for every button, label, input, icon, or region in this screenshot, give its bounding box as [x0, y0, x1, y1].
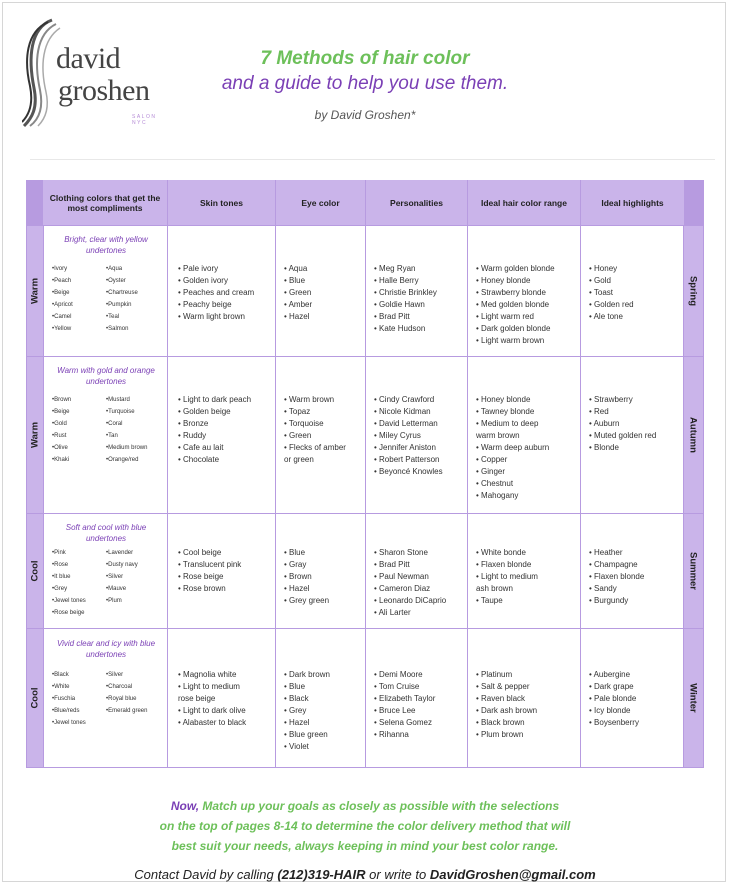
- list-item: • Turquoise: [106, 406, 147, 418]
- undertone-text: Warm with gold and orange undertones: [57, 366, 155, 386]
- list-item: • Black: [52, 669, 86, 681]
- list-item-continuation: warm brown: [476, 431, 520, 440]
- people-cell: [366, 226, 467, 356]
- list-item: • Fuschia: [52, 693, 86, 705]
- list-item: • David Letterman: [374, 418, 443, 430]
- list-item: • Aqua: [284, 263, 312, 275]
- list-item: • Light to dark olive: [178, 705, 246, 717]
- list-item: • Medium to deep: [476, 418, 549, 430]
- list-item: • Dusty navy: [106, 559, 138, 571]
- footer-line-1: [90, 797, 640, 815]
- logo-subtitle: SALON NYC: [132, 114, 157, 126]
- clothing-list-b: [106, 547, 138, 607]
- list-item: • Cool beige: [178, 547, 241, 559]
- list-item: • Beyoncé Knowles: [374, 466, 443, 478]
- list-item: • Light warm brown: [476, 335, 555, 347]
- list-item: • Honey: [589, 263, 634, 275]
- list-item: • Pale ivory: [178, 263, 254, 275]
- undertone-text: Bright, clear with yellow undertones: [64, 235, 148, 255]
- highlights-cell: [581, 226, 683, 356]
- list-item: • Dark brown: [284, 669, 330, 681]
- season-label: Autumn: [687, 417, 699, 453]
- list-item: • Brown: [284, 571, 329, 583]
- list-item: • Mustard: [106, 394, 147, 406]
- people-cell: [366, 629, 467, 767]
- list-item: • Heather: [589, 547, 644, 559]
- list-item: • Peaches and cream: [178, 287, 254, 299]
- list-item: • Rose brown: [178, 583, 241, 595]
- list-item: • Light to medium: [476, 571, 538, 583]
- eyes-cell: [276, 514, 365, 628]
- highlights-list: [589, 394, 656, 454]
- list-item: • Sharon Stone: [374, 547, 446, 559]
- list-item: • Oyster: [106, 275, 138, 287]
- list-item: • Warm deep auburn: [476, 442, 549, 454]
- page-subtitle: and a guide to help you use them.: [221, 73, 509, 94]
- list-item: • Golden ivory: [178, 275, 254, 287]
- eyes-list: [284, 669, 330, 753]
- list-item: • Violet: [284, 741, 330, 753]
- list-item: • Gold: [52, 418, 71, 430]
- list-item: • Icy blonde: [589, 705, 639, 717]
- separator: [30, 159, 715, 160]
- list-item: • Strawberry: [589, 394, 656, 406]
- list-item: • Blonde: [589, 442, 656, 454]
- list-item: • It blue: [52, 571, 86, 583]
- eyes-cell: [276, 357, 365, 513]
- eyes-cell: [276, 629, 365, 767]
- list-item: • Ruddy: [178, 430, 251, 442]
- color-guide-table: [26, 180, 704, 768]
- tone-label: Cool: [29, 560, 41, 582]
- list-item: • Rose beige: [52, 607, 86, 619]
- list-item: • Brad Pitt: [374, 311, 437, 323]
- highlights-cell: [581, 514, 683, 628]
- skin-cell: [168, 357, 275, 513]
- highlights-list: [589, 669, 639, 729]
- list-item: • Rose beige: [178, 571, 241, 583]
- list-item: • Grey: [52, 583, 86, 595]
- clothing-cell: [44, 514, 167, 628]
- list-item: • Nicole Kidman: [374, 406, 443, 418]
- list-item: • Royal blue: [106, 693, 147, 705]
- list-item: • Leonardo DiCaprio: [374, 595, 446, 607]
- hair-list: [476, 394, 549, 502]
- skin-list: [178, 263, 254, 323]
- eyes-list: [284, 394, 346, 466]
- clothing-list-a: [52, 263, 73, 335]
- people-list: [374, 547, 446, 619]
- list-item: • Brad Pitt: [374, 559, 446, 571]
- list-item: • Goldie Hawn: [374, 299, 437, 311]
- list-item: • Honey blonde: [476, 275, 555, 287]
- list-item: • Blue: [284, 681, 330, 693]
- list-item: • Warm brown: [284, 394, 346, 406]
- col-header-personalities: Personalities: [366, 180, 468, 225]
- tone-label: Warm: [29, 277, 41, 305]
- list-item-continuation: rose beige: [178, 694, 216, 703]
- list-item: • Kate Hudson: [374, 323, 437, 335]
- list-item: • Cafe au lait: [178, 442, 251, 454]
- list-item: • Black brown: [476, 717, 537, 729]
- list-item: • Salt & pepper: [476, 681, 537, 693]
- list-item: • Ale tone: [589, 311, 634, 323]
- list-item: • Yellow: [52, 323, 73, 335]
- people-list: [374, 669, 435, 741]
- list-item: • Silver: [106, 571, 138, 583]
- highlights-cell: [581, 629, 683, 767]
- list-item: • Miley Cyrus: [374, 430, 443, 442]
- eyes-list: [284, 547, 329, 607]
- list-item: • Blue: [284, 547, 329, 559]
- logo: [22, 18, 172, 128]
- list-item: • Bronze: [178, 418, 251, 430]
- list-item: • Rose: [52, 559, 86, 571]
- list-item: • Gray: [284, 559, 329, 571]
- people-list: [374, 263, 437, 335]
- tone-label: Cool: [29, 687, 41, 709]
- eyes-cell: [276, 226, 365, 356]
- highlights-cell: [581, 357, 683, 513]
- contact-prefix: Contact David by calling: [134, 867, 274, 882]
- undertone-text: Vivid clear and icy with blue undertones: [56, 639, 156, 659]
- list-item: • Sandy: [589, 583, 644, 595]
- list-item: • Burgundy: [589, 595, 644, 607]
- skin-list: [178, 547, 241, 595]
- list-item: • Blue green: [284, 729, 330, 741]
- hair-list: [476, 669, 537, 741]
- list-item: • Beige: [52, 287, 73, 299]
- hair-cell: [468, 357, 580, 513]
- list-item: • Tan: [106, 430, 147, 442]
- list-item: • Cameron Diaz: [374, 583, 446, 595]
- list-item: • Translucent pink: [178, 559, 241, 571]
- undertone-text: Soft and cool with blue undertones: [65, 523, 147, 543]
- hair-list: [476, 547, 538, 607]
- people-cell: [366, 357, 467, 513]
- list-item: • Green: [284, 287, 312, 299]
- list-item: • Flaxen blonde: [476, 559, 538, 571]
- list-item: • Bruce Lee: [374, 705, 435, 717]
- list-item: • Grey: [284, 705, 330, 717]
- list-item: • Gold: [589, 275, 634, 287]
- list-item: • Med golden blonde: [476, 299, 555, 311]
- list-item: • Copper: [476, 454, 549, 466]
- list-item: • Rust: [52, 430, 71, 442]
- hair-cell: [468, 226, 580, 356]
- list-item: • Light warm red: [476, 311, 555, 323]
- list-item: • Amber: [284, 299, 312, 311]
- people-list: [374, 394, 443, 478]
- list-item: • Auburn: [589, 418, 656, 430]
- clothing-cell: [44, 629, 167, 767]
- list-item: • Rihanna: [374, 729, 435, 741]
- list-item: • Meg Ryan: [374, 263, 437, 275]
- list-item: • Champagne: [589, 559, 644, 571]
- eyes-list: [284, 263, 312, 323]
- hair-list: [476, 263, 555, 347]
- list-item: • Tom Cruise: [374, 681, 435, 693]
- list-item: • Pumpkin: [106, 299, 138, 311]
- list-item: • Pink: [52, 547, 86, 559]
- list-item: • Light to medium: [178, 681, 246, 693]
- contact-line: [90, 867, 640, 882]
- list-item: • Khaki: [52, 454, 71, 466]
- highlights-list: [589, 263, 634, 323]
- page-title: 7 Methods of hair color: [260, 48, 470, 69]
- list-item: • White bonde: [476, 547, 538, 559]
- hair-cell: [468, 629, 580, 767]
- list-item: • Hazel: [284, 583, 329, 595]
- list-item: • White: [52, 681, 86, 693]
- list-item: • Golden beige: [178, 406, 251, 418]
- col-header-eyes: Eye color: [276, 180, 366, 225]
- list-item: • Robert Patterson: [374, 454, 443, 466]
- list-item: • Topaz: [284, 406, 346, 418]
- list-item: • Dark golden blonde: [476, 323, 555, 335]
- contact-phone[interactable]: (212)319-HAIR: [277, 867, 366, 882]
- list-item: • Brown: [52, 394, 71, 406]
- list-item: • Lavender: [106, 547, 138, 559]
- list-item: • Chestnut: [476, 478, 549, 490]
- list-item: • Ginger: [476, 466, 549, 478]
- list-item: • Beige: [52, 406, 71, 418]
- list-item: • Honey blonde: [476, 394, 549, 406]
- list-item: • Platinum: [476, 669, 537, 681]
- list-item: • Medium brown: [106, 442, 147, 454]
- contact-mid: or write to: [369, 867, 427, 882]
- list-item: • Peach: [52, 275, 73, 287]
- hair-cell: [468, 514, 580, 628]
- list-item: • Ali Larter: [374, 607, 446, 619]
- col-header-highlights: Ideal highlights: [581, 180, 684, 225]
- skin-list: [178, 394, 251, 466]
- list-item: • Light to dark peach: [178, 394, 251, 406]
- list-item: • Green: [284, 430, 346, 442]
- tone-label: Warm: [29, 421, 41, 449]
- list-item: • Salmon: [106, 323, 138, 335]
- list-item: • Blue: [284, 275, 312, 287]
- footer-line-1-text: Match up your goals as closely as possible with the selections: [202, 799, 560, 813]
- list-item: • Chartreuse: [106, 287, 138, 299]
- list-item: • Jennifer Aniston: [374, 442, 443, 454]
- list-item: • Coral: [106, 418, 147, 430]
- list-item: • Black: [284, 693, 330, 705]
- list-item: • Ivory: [52, 263, 73, 275]
- footer-line-2: on the top of pages 8-14 to determine the color delivery method that will: [159, 819, 571, 833]
- col-header-skin: Skin tones: [168, 180, 276, 225]
- list-item: • Torquoise: [284, 418, 346, 430]
- clothing-list-a: [52, 394, 71, 466]
- people-cell: [366, 514, 467, 628]
- highlights-list: [589, 547, 644, 607]
- clothing-list-a: [52, 669, 86, 729]
- clothing-list-b: [106, 394, 147, 466]
- list-item: • Grey green: [284, 595, 329, 607]
- list-item: • Flecks of amber: [284, 442, 346, 454]
- skin-cell: [168, 226, 275, 356]
- list-item: • Toast: [589, 287, 634, 299]
- col-header-hair-range: Ideal hair color range: [468, 180, 581, 225]
- list-item: • Mauve: [106, 583, 138, 595]
- season-label: Summer: [687, 551, 699, 591]
- clothing-cell: [44, 226, 167, 356]
- list-item: • Apricot: [52, 299, 73, 311]
- list-item: • Red: [589, 406, 656, 418]
- list-item: • Raven black: [476, 693, 537, 705]
- list-item: • Charcoal: [106, 681, 147, 693]
- skin-cell: [168, 514, 275, 628]
- list-item: • Tawney blonde: [476, 406, 549, 418]
- list-item: • Muted golden red: [589, 430, 656, 442]
- list-item: • Dark ash brown: [476, 705, 537, 717]
- list-item: • Jewel tones: [52, 717, 86, 729]
- clothing-list-b: [106, 669, 147, 717]
- list-item: • Jewel tones: [52, 595, 86, 607]
- byline: by David Groshen*: [314, 108, 416, 122]
- list-item: • Aqua: [106, 263, 138, 275]
- list-item: • Alabaster to black: [178, 717, 246, 729]
- list-item-continuation: ash brown: [476, 584, 513, 593]
- list-item: • Cindy Crawford: [374, 394, 443, 406]
- contact-email[interactable]: DavidGroshen@gmail.com: [429, 867, 596, 882]
- list-item: • Chocolate: [178, 454, 251, 466]
- logo-line-david: david: [56, 42, 121, 75]
- list-item: • Hazel: [284, 717, 330, 729]
- list-item: • Dark grape: [589, 681, 639, 693]
- list-item: • Strawberry blonde: [476, 287, 555, 299]
- clothing-cell: [44, 357, 167, 513]
- list-item: • Golden red: [589, 299, 634, 311]
- list-item: • Demi Moore: [374, 669, 435, 681]
- list-item: • Aubergine: [589, 669, 639, 681]
- list-item: • Pale blonde: [589, 693, 639, 705]
- list-item: • Plum brown: [476, 729, 537, 741]
- list-item: • Selena Gomez: [374, 717, 435, 729]
- list-item: • Warm golden blonde: [476, 263, 555, 275]
- list-item: • Teal: [106, 311, 138, 323]
- list-item-continuation: or green: [284, 455, 314, 464]
- list-item: • Warm light brown: [178, 311, 254, 323]
- list-item: • Mahogany: [476, 490, 549, 502]
- list-item: • Flaxen blonde: [589, 571, 644, 583]
- list-item: • Silver: [106, 669, 147, 681]
- clothing-list-b: [106, 263, 138, 335]
- list-item: • Christie Brinkley: [374, 287, 437, 299]
- list-item: • Emerald green: [106, 705, 147, 717]
- col-header-clothing: Clothing colors that get the most compliments: [43, 180, 168, 225]
- skin-list: [178, 669, 246, 729]
- list-item: • Taupe: [476, 595, 538, 607]
- season-label: Winter: [687, 683, 699, 713]
- list-item: • Camel: [52, 311, 73, 323]
- list-item: • Plum: [106, 595, 138, 607]
- logo-line-groshen: groshen: [58, 74, 150, 107]
- list-item: • Elizabeth Taylor: [374, 693, 435, 705]
- footer-now: Now,: [170, 799, 200, 813]
- season-label: Spring: [687, 275, 699, 307]
- list-item: • Boysenberry: [589, 717, 639, 729]
- list-item: • Halle Berry: [374, 275, 437, 287]
- footer-line-3: best suit your needs, always keeping in mind your best color range.: [171, 839, 559, 853]
- skin-cell: [168, 629, 275, 767]
- list-item: • Orange/red: [106, 454, 147, 466]
- clothing-list-a: [52, 547, 86, 619]
- list-item: • Olive: [52, 442, 71, 454]
- list-item: • Hazel: [284, 311, 312, 323]
- list-item: • Blue/reds: [52, 705, 86, 717]
- list-item: • Peachy beige: [178, 299, 254, 311]
- list-item: • Paul Newman: [374, 571, 446, 583]
- list-item: • Magnolia white: [178, 669, 246, 681]
